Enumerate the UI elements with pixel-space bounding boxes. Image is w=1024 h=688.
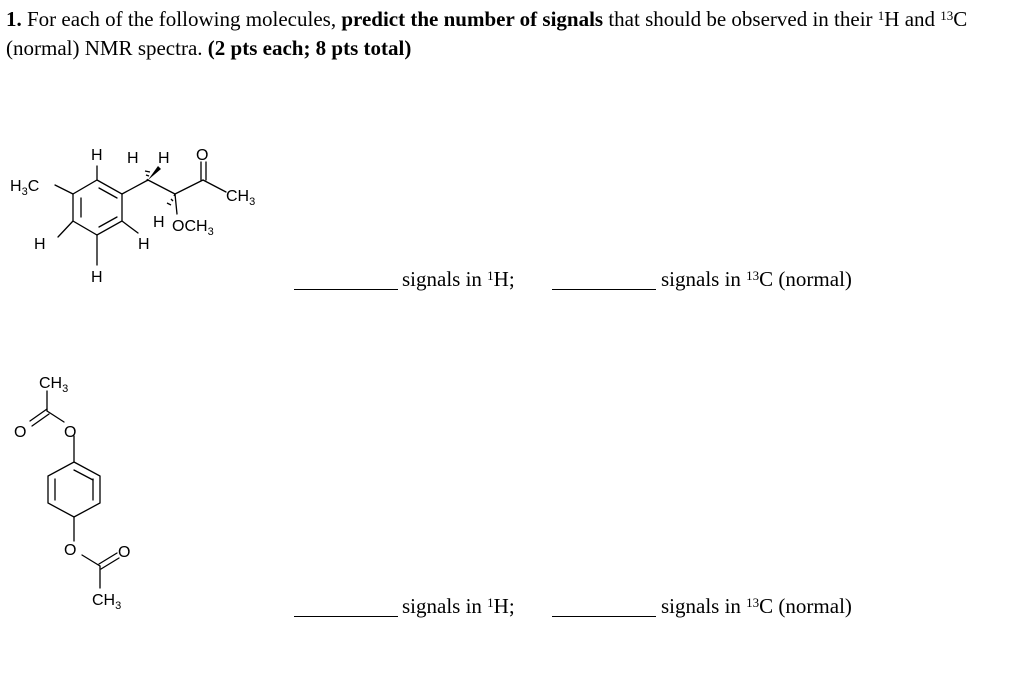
h-signals-blank[interactable] — [294, 289, 398, 290]
atom-label: O — [64, 424, 77, 441]
molecule-2-structure — [0, 0, 300, 688]
label-text: C (normal) — [759, 267, 852, 291]
carbonyl-bond — [101, 558, 119, 569]
atom-label: H — [91, 147, 103, 164]
atom-label: H — [91, 269, 103, 286]
atom-label: O — [64, 542, 77, 559]
label-text: H; — [493, 594, 515, 618]
atom-label: O — [118, 544, 131, 561]
atom-label: O — [196, 147, 209, 164]
c-signals-label — [661, 594, 852, 619]
carbonyl-bond — [99, 553, 117, 564]
c-signals-blank[interactable] — [552, 289, 656, 290]
points-note: (2 pts each; 8 pts total) — [207, 36, 412, 60]
label-text: signals in — [661, 267, 747, 291]
question-text-part: that should be observed in their — [603, 7, 878, 31]
atom-label: $CH_3$ — [92, 592, 122, 612]
label-text: signals in — [661, 594, 747, 618]
superscript: 1 — [487, 595, 494, 610]
label-text: signals in — [402, 594, 488, 618]
atom-label: H — [158, 150, 170, 167]
superscript: 13 — [746, 268, 760, 283]
h-signals-label — [402, 267, 515, 292]
carbonyl-bond — [30, 409, 47, 421]
atom-label: H — [153, 214, 165, 231]
c-signals-label — [661, 267, 852, 292]
question-text-part: C (normal) NMR spectra. — [6, 7, 968, 60]
bond — [47, 411, 64, 422]
atom-label: $CH_3$ — [39, 375, 69, 395]
carbonyl-bond — [32, 414, 49, 426]
atom-label: $OCH_3$ — [172, 218, 214, 238]
h-signals-blank[interactable] — [294, 616, 398, 617]
label-text: C (normal) — [759, 594, 852, 618]
ring-double-bond — [74, 470, 93, 480]
superscript: 1 — [877, 8, 885, 23]
superscript: 1 — [487, 268, 494, 283]
question-number: 1. — [6, 7, 22, 31]
label-text: signals in — [402, 267, 488, 291]
label-text: H; — [493, 267, 515, 291]
question-emphasis: predict the number of signals — [341, 7, 604, 31]
question-text-part: H and — [884, 7, 941, 31]
atom-label: H — [34, 236, 46, 253]
atom-label: O — [14, 424, 27, 441]
h-signals-label — [402, 594, 515, 619]
superscript: 13 — [746, 595, 760, 610]
question-text-part: For each of the following molecules, — [21, 7, 342, 31]
bond — [82, 555, 100, 566]
superscript: 13 — [940, 8, 954, 23]
atom-label: $H_3C$ — [10, 178, 40, 198]
atom-label: $CH_3$ — [226, 188, 256, 208]
atom-label: H — [127, 150, 139, 167]
c-signals-blank[interactable] — [552, 616, 656, 617]
atom-label: H — [138, 236, 150, 253]
